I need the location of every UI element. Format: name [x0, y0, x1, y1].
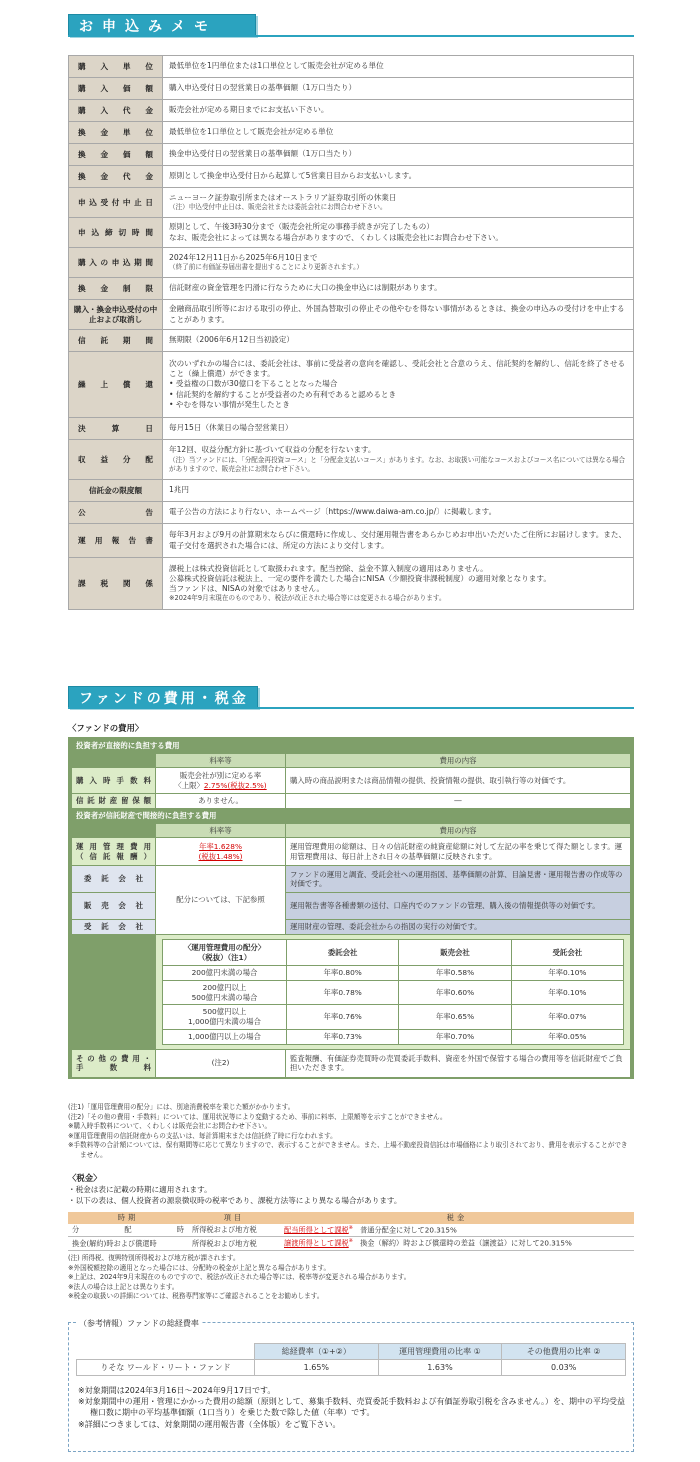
tax-mark: ※ [348, 1225, 353, 1231]
fees-grid [71, 738, 631, 1078]
alloc-row [163, 981, 624, 1005]
indirect-cost-header: 投資者が信託財産で間接的に負担する費用 [72, 808, 631, 823]
memo-bullet-text: やむを得ない事情が発生したとき [175, 399, 290, 409]
memo-bullet: • やむを得ない事情が発生したとき [169, 399, 290, 409]
memo-row [69, 300, 634, 330]
mgmt-fee-label-1: 運用管理費用 [76, 842, 151, 851]
memo-value: 金融商品取引所等における取引の停止、外国為替取引の停止その他やむを得ない事情があるときは、換金の申込みの受付けを中止することがあります。 [163, 300, 634, 330]
fees-title-banner: ファンドの費用・税金 [68, 686, 258, 708]
spacer [72, 935, 156, 1050]
spacer [72, 823, 156, 838]
memo-label: 信託期間 [69, 330, 163, 352]
tax-desc-text: 普通分配金に対して20.315% [360, 1225, 457, 1235]
memo-value: 最低単位を1口単位として販売会社が定める単位 [163, 122, 634, 144]
memo-value [163, 558, 634, 610]
memo-row [69, 524, 634, 558]
memo-row [69, 144, 634, 166]
alloc-val: 年率0.65% [399, 1005, 511, 1029]
tax-kind: 譲渡所得として課税 [284, 1238, 349, 1248]
fees-note: ※運用管理費用の信託財産からの支払いは、毎計算期末または信託終了時に行なわれます。 [68, 1131, 337, 1140]
tax-col: 時期 [68, 1212, 188, 1224]
alloc-val: 年率0.05% [511, 1029, 623, 1044]
memo-value: 無期限（2006年6月12日当初設定） [163, 330, 634, 352]
memo-bullet: • 信託契約を解約することが受益者のため有利であると認めるとき [169, 389, 397, 399]
memo-row [69, 278, 634, 300]
mgmt-fee-label-2: （信託報酬） [76, 851, 151, 861]
purchase-fee-rate-text: 販売会社が別に定める率 [179, 771, 262, 781]
memo-value [163, 218, 634, 248]
spacer [72, 753, 156, 768]
col-rate-header: 料率等 [156, 753, 286, 768]
memo-bullet-text: 信託契約を解約することが受益者のため有利であると認めるとき [175, 389, 397, 399]
ref-val: 1.65% [255, 1360, 379, 1376]
memo-label: 購入価額 [69, 78, 163, 100]
memo-value: 電子公告の方法により行ない、ホームページ〔https://www.daiwa-am.co.jp/〕に掲載します。 [163, 502, 634, 524]
spacer [77, 1344, 255, 1360]
mgmt-fee-rate [156, 838, 286, 866]
alloc-note: 配分については、下記参照 [156, 866, 286, 935]
memo-label: 運用報告書 [69, 524, 163, 558]
memo-row [69, 558, 634, 610]
alloc-row-label: 1,000億円以上の場合 [163, 1029, 287, 1044]
memo-value: 換金申込受付日の翌営業日の基準価額（1万口当たり） [163, 144, 634, 166]
memo-value: 購入申込受付日の翌営業日の基準価額（1万口当たり） [163, 78, 634, 100]
memo-label: 換金単位 [69, 122, 163, 144]
tax-col: 税金 [280, 1212, 634, 1224]
memo-note: （注）申込受付中止日は、販売会社または委託会社にお問合わせ下さい。 [169, 203, 387, 212]
tax-note: ※外国税額控除の適用となった場合には、分配時の税金が上記と異なる場合があります。 [68, 1263, 331, 1272]
memo-label: 繰上償還 [69, 352, 163, 418]
memo-value-text-2: 公募株式投資信託は税法上、一定の要件を満たした場合にNISA（少額投資非課税制度）の適用対象となります。 [169, 573, 551, 583]
memo-row [69, 440, 634, 480]
tax-notes [68, 1254, 634, 1302]
party-content: 運用報告書等各種書類の送付、口座内でのファンドの管理、購入後の情報提供等の対価です。 [286, 893, 631, 920]
fees-section-heading: 〈ファンドの費用〉 [68, 723, 144, 733]
purchase-fee-rate [156, 768, 286, 794]
memo-value [163, 188, 634, 218]
alloc-row-label: 200億円未満の場合 [163, 966, 287, 981]
alloc-table-wrap [156, 935, 631, 1050]
tax-item: 所得税および地方税 [188, 1224, 280, 1237]
tax-desc [280, 1237, 634, 1250]
other-fee-label-1: その他の費用・ [76, 1053, 151, 1063]
ref-val: 1.63% [378, 1360, 502, 1376]
tax-note: ※税金の取扱いの詳細については、税務専門家等にご確認されることをお勧めします。 [68, 1292, 324, 1301]
fees-note: ※手数料等の合計額については、保有期間等に応じて異なりますので、表示することができません。また、上場不動産投資信託は市場価格により取引されており、費用を表示することができません。 [68, 1141, 628, 1159]
alloc-row [163, 1029, 624, 1044]
ref-note: ※対象期間中の運用・管理にかかった費用の総額（原則として、募集手数料、売買委託手数料および有価証券取引税を含みません。）を、期中の平均受益権口数に期中の平均基準価額（1口当り）を乗じた数で除した値（年率）です。 [78, 1397, 626, 1418]
other-fee-rate: (注2) [156, 1049, 286, 1077]
tax-desc-text: 換金（解約）時および償還時の差益（譲渡益）に対して20.315% [360, 1238, 572, 1248]
alloc-val: 年率0.70% [399, 1029, 511, 1044]
memo-title-rule [68, 35, 634, 37]
memo-value: 販売会社が定める期日までにお支払い下さい。 [163, 100, 634, 122]
tax-col: 項目 [188, 1212, 280, 1224]
memo-label: 換金制限 [69, 278, 163, 300]
fees-table [68, 737, 634, 1079]
memo-label: 収益分配 [69, 440, 163, 480]
col-rate-header-2: 料率等 [156, 823, 286, 838]
alloc-row-label-2: 1,000億円未満の場合 [188, 1017, 261, 1026]
memo-note: （注）当ファンドには、「分配金再投資コース」と「分配金支払いコース」があります。なお、お取扱い可能なコースおよびコース名については異なる場合がありますので、販売会社にお問合わせ下さい。 [169, 455, 626, 473]
tax-desc [280, 1224, 634, 1237]
tax-row [68, 1237, 634, 1250]
alloc-row [163, 1005, 624, 1029]
memo-row [69, 418, 634, 440]
memo-value: 1兆円 [163, 480, 634, 502]
memo-value-text: ニューヨーク証券取引所またはオーストラリア証券取引所の休業日 [169, 192, 397, 202]
memo-value [163, 248, 634, 278]
alloc-val: 年率0.73% [287, 1029, 399, 1044]
other-fee-label-2: 手数料 [76, 1063, 151, 1073]
purchase-fee-label: 購入時手数料 [72, 768, 156, 794]
alloc-val: 年率0.58% [399, 966, 511, 981]
fees-note: (注1)「運用管理費用の配分」には、別途消費税率を乗じた額がかかります。 [68, 1103, 295, 1111]
tax-mark: ※ [348, 1238, 353, 1245]
memo-note: （終了前に有価証券届出書を提出することにより更新されます。） [169, 263, 363, 272]
tax-kind: 配当所得として課税 [284, 1225, 349, 1235]
memo-row [69, 122, 634, 144]
memo-table [68, 55, 634, 610]
alloc-row-label-1: 500億円以上 [202, 1007, 247, 1017]
ref-note: ※対象期間は2024年3月16日～2024年9月17日です。 [78, 1386, 276, 1395]
fees-note: (注2)「その他の費用・手数料」については、運用状況等により変動するため、事前に料率、上限額等を示すことができません。 [68, 1112, 447, 1121]
memo-value: 信託財産の資金管理を円滑に行なうために大口の換金申込には制限があります。 [163, 278, 634, 300]
alloc-val: 年率0.60% [399, 981, 511, 1005]
reference-title: （参考情報）ファンドの総経費率 [76, 1318, 202, 1329]
ref-fund-name: りそな ワールド・リート・ファンド [77, 1360, 255, 1376]
fees-notes [68, 1103, 634, 1160]
memo-value-text: 次のいずれかの場合には、委託会社は、事前に受益者の意向を確認し、受託会社と合意のうえ、信託契約を解約し、信託を終了させること（繰上償還）ができます。 [169, 358, 626, 379]
retention-rate: ありません。 [156, 794, 286, 809]
memo-value-text-2: なお、販売会社によっては異なる場合がありますので、くわしくは販売会社にお問合わせ下さい。 [169, 232, 503, 242]
memo-bullet: • 受益権の口数が30億口を下ることとなった場合 [169, 379, 338, 389]
memo-label: 購入・換金申込受付の中止および取消し [69, 300, 163, 330]
alloc-head [163, 940, 287, 966]
alloc-head-2: （税抜）（注1） [197, 952, 252, 962]
alloc-row-label [163, 1005, 287, 1029]
memo-note: ※2024年9月末現在のものであり、税法が改正された場合等には変更される場合があります。 [169, 594, 446, 603]
party-label: 受託会社 [72, 920, 156, 935]
memo-label: 換金価額 [69, 144, 163, 166]
alloc-val: 年率0.07% [511, 1005, 623, 1029]
alloc-col: 受託会社 [511, 940, 623, 966]
alloc-row-label [163, 981, 287, 1005]
memo-label: 課税関係 [69, 558, 163, 610]
direct-cost-header: 投資者が直接的に負担する費用 [72, 739, 631, 754]
memo-row [69, 188, 634, 218]
alloc-head-1: 〈運用管理費用の配分〉 [183, 943, 266, 952]
alloc-val: 年率0.80% [287, 966, 399, 981]
alloc-val: 年率0.10% [511, 966, 623, 981]
retention-content: ― [286, 794, 631, 809]
tax-section-heading: 〈税金〉 [68, 1173, 102, 1183]
ref-col: その他費用の比率 ② [502, 1344, 626, 1360]
alloc-table [162, 939, 624, 1045]
memo-label: 購入代金 [69, 100, 163, 122]
party-content: 運用財産の管理、委託会社からの指図の実行の対価です。 [286, 920, 631, 935]
memo-value: 最低単位を1円単位または1口単位として販売会社が定める単位 [163, 56, 634, 78]
other-fee-content: 監査報酬、有価証券売買時の売買委託手数料、資産を外国で保管する場合の費用等を信託財産でご負担いただきます。 [286, 1049, 631, 1077]
mgmt-fee-content: 運用管理費用の総額は、日々の信託財産の純資産総額に対して左記の率を乗じて得た額とします。運用管理費用は、毎日計上され日々の基準価額に反映されます。 [286, 838, 631, 866]
retention-label: 信託財産留保額 [72, 794, 156, 809]
memo-label: 換金代金 [69, 166, 163, 188]
purchase-fee-cap-value: 2.75%(税抜2.5%) [203, 780, 267, 790]
memo-row [69, 166, 634, 188]
tax-bullet: ・税金は表に記載の時期に適用されます。 [68, 1185, 212, 1194]
col-content-header: 費用の内容 [286, 753, 631, 768]
mgmt-fee-rate-2: (税抜1.48%) [198, 851, 243, 861]
ref-col: 運用管理費用の比率 ① [378, 1344, 502, 1360]
alloc-col: 委託会社 [287, 940, 399, 966]
col-content-header-2: 費用の内容 [286, 823, 631, 838]
memo-value [163, 440, 634, 480]
memo-row [69, 248, 634, 278]
memo-bullet-text: 受益権の口数が30億口を下ることとなった場合 [175, 379, 338, 389]
party-content: ファンドの運用と調査、受託会社への運用指図、基準価額の計算、目論見書・運用報告書の作成等の対価です。 [286, 866, 631, 893]
memo-value: 原則として換金申込受付日から起算して5営業日目からお支払いします。 [163, 166, 634, 188]
other-fee-label [72, 1049, 156, 1077]
memo-label: 購入の申込期間 [69, 248, 163, 278]
mgmt-fee-rate-1: 年率1.628% [199, 842, 242, 851]
memo-label: 信託金の限度額 [69, 480, 163, 502]
ref-col: 総経費率（①+②） [255, 1344, 379, 1360]
memo-row [69, 78, 634, 100]
tax-item: 所得税および地方税 [188, 1237, 280, 1250]
memo-label: 決算日 [69, 418, 163, 440]
alloc-val: 年率0.10% [511, 981, 623, 1005]
memo-row [69, 480, 634, 502]
memo-value: 毎月15日（休業日の場合翌営業日） [163, 418, 634, 440]
memo-row [69, 330, 634, 352]
memo-value-text: 原則として、午後3時30分まで（販売会社所定の事務手続きが完了したもの） [169, 222, 434, 232]
tax-table [68, 1212, 634, 1251]
memo-row [69, 352, 634, 418]
alloc-row [163, 966, 624, 981]
reference-notes [78, 1385, 628, 1430]
fees-note: ※購入時手数料について、くわしくは販売会社にお問合わせ下さい。 [68, 1122, 272, 1131]
memo-label: 公告 [69, 502, 163, 524]
memo-label: 申込締切時間 [69, 218, 163, 248]
tax-row [68, 1224, 634, 1237]
memo-label: 購入単位 [69, 56, 163, 78]
memo-value-text-3: 当ファンドは、NISAの対象ではありません。 [169, 584, 325, 594]
memo-row [69, 218, 634, 248]
memo-title-banner: お申込みメモ [68, 14, 256, 36]
party-label: 委託会社 [72, 866, 156, 893]
alloc-val: 年率0.76% [287, 1005, 399, 1029]
alloc-col: 販売会社 [399, 940, 511, 966]
memo-row [69, 100, 634, 122]
alloc-row-label-1: 200億円以上 [202, 983, 247, 993]
alloc-val: 年率0.78% [287, 981, 399, 1005]
memo-row [69, 56, 634, 78]
mgmt-fee-label [72, 838, 156, 866]
tax-bullets [68, 1184, 634, 1206]
memo-value-text: 年12回、収益分配方針に基づいて収益の分配を行ないます。 [169, 445, 376, 455]
tax-note: ※法人の場合は上記とは異なります。 [68, 1282, 179, 1291]
purchase-fee-content: 購入時の商品説明または商品情報の提供、投資情報の提供、取引執行等の対価です。 [286, 768, 631, 794]
memo-value-text: 課税上は株式投資信託として取扱われます。配当控除、益金不算入制度の適用はありません。 [169, 563, 488, 573]
tax-note: (注) 所得税、復興特別所得税および地方税が課されます。 [68, 1254, 240, 1262]
fees-title-rule [68, 707, 634, 709]
tax-time: 換金(解約)時および償還時 [68, 1237, 188, 1250]
alloc-row-label-2: 500億円未満の場合 [191, 992, 258, 1002]
memo-value-text: 2024年12月11日から2025年6月10日まで [169, 252, 318, 262]
tax-time: 分配時 [68, 1224, 188, 1237]
ref-val: 0.03% [502, 1360, 626, 1376]
memo-value [163, 352, 634, 418]
tax-bullet: ・以下の表は、個人投資者の源泉徴収時の税率であり、課税方法等により異なる場合があります。 [68, 1196, 402, 1205]
memo-label: 申込受付中止日 [69, 188, 163, 218]
reference-table [76, 1343, 626, 1376]
memo-value: 毎年3月および9月の計算期末ならびに償還時に作成し、交付運用報告書をあらかじめお申出いただいたご住所にお届けします。また、電子交付を選択された場合には、所定の方法により交付します。 [163, 524, 634, 558]
purchase-fee-cap-label: 〈上限〉 [174, 780, 204, 790]
tax-note: ※上記は、2024年9月末現在のものですので、税法が改正された場合等には、税率等が変更される場合があります。 [68, 1273, 411, 1282]
memo-row [69, 502, 634, 524]
party-label: 販売会社 [72, 893, 156, 920]
ref-note: ※詳細につきましては、対象期間の運用報告書（全体版）をご覧下さい。 [78, 1419, 341, 1429]
